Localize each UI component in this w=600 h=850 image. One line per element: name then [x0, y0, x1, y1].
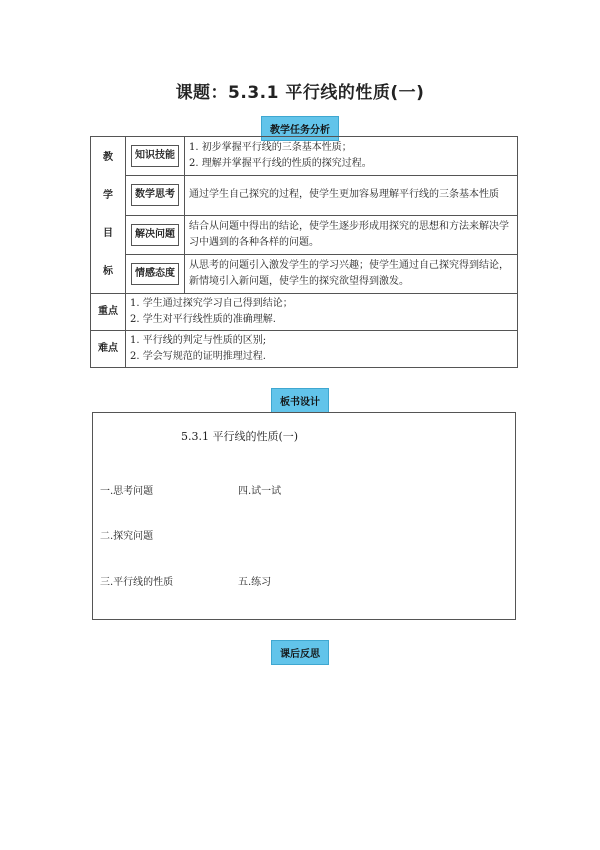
- goal-header-char: 学: [103, 190, 113, 201]
- section-label-analysis: 教学任务分析: [261, 116, 339, 141]
- teaching-task-table: [90, 136, 518, 368]
- board-title: 5.3.1 平行线的性质(一): [181, 430, 299, 443]
- goal-header-char: 标: [103, 266, 113, 277]
- goal-category-cell: [126, 137, 185, 176]
- section-label-reflection: 课后反思: [271, 640, 329, 665]
- key-points-row: [91, 294, 518, 331]
- goal-category-cell: [126, 254, 185, 293]
- goal-content-cell: [185, 254, 518, 293]
- goal-category-label: 知识技能: [131, 145, 179, 167]
- board-item: 一.思考问题: [100, 486, 154, 497]
- board-item: 四.试一试: [238, 486, 282, 497]
- key-point-line: 1. 学生通过探究学习自己得到结论；: [130, 298, 293, 309]
- goal-category-cell: [126, 215, 185, 254]
- goal-header: [91, 137, 126, 294]
- goal-content-cell: [185, 176, 518, 215]
- page-title: 课题：5.3.1 平行线的性质(一): [175, 83, 425, 103]
- section-label-board: 板书设计: [271, 388, 329, 413]
- goal-header-char: 目: [103, 228, 113, 239]
- difficulties-label: 难点: [91, 331, 126, 368]
- goal-row-attitude: [91, 254, 518, 293]
- goal-row-thinking: [91, 176, 518, 215]
- goal-line: 2. 理解并掌握平行线的性质的探究过程。: [189, 158, 372, 170]
- goal-category-cell: [126, 176, 185, 215]
- board-item: 二.探究问题: [100, 531, 154, 542]
- goal-category-label: 情感态度: [131, 263, 179, 285]
- goal-line: 1. 初步掌握平行线的三条基本性质；: [189, 142, 352, 154]
- key-point-line: 2. 学生对平行线性质的准确理解.: [130, 314, 276, 325]
- key-points-label: 重点: [91, 294, 126, 331]
- difficulty-line: 2. 学会写规范的证明推理过程.: [130, 351, 266, 362]
- goal-row-knowledge: [91, 137, 518, 176]
- goal-content-cell: [185, 215, 518, 254]
- goal-category-label: 数学思考: [131, 184, 179, 206]
- goal-line: 结合从问题中得出的结论，使学生逐步形成用探究的思想和方法来解决学习中遇到的各种各样的问题。: [189, 220, 509, 248]
- board-design-box: [92, 412, 516, 620]
- goal-header-char: 教: [103, 152, 113, 163]
- difficulties-row: [91, 331, 518, 368]
- difficulty-line: 1. 平行线的判定与性质的区别;: [130, 335, 267, 346]
- board-item: 三.平行线的性质: [100, 577, 174, 588]
- goal-category-label: 解决问题: [131, 224, 179, 246]
- goal-content-cell: [185, 137, 518, 176]
- goal-line: 从思考的问题引入激发学生的学习兴趣；使学生通过自己探究得到结论，新情境引入新问题，使学生的探究欲望得到激发。: [189, 259, 509, 287]
- goal-line: 通过学生自己探究的过程，使学生更加容易理解平行线的三条基本性质: [189, 189, 499, 201]
- board-item: 五.练习: [238, 577, 272, 588]
- goal-row-problem-solving: [91, 215, 518, 254]
- key-points-content: [126, 294, 518, 331]
- difficulties-content: [126, 331, 518, 368]
